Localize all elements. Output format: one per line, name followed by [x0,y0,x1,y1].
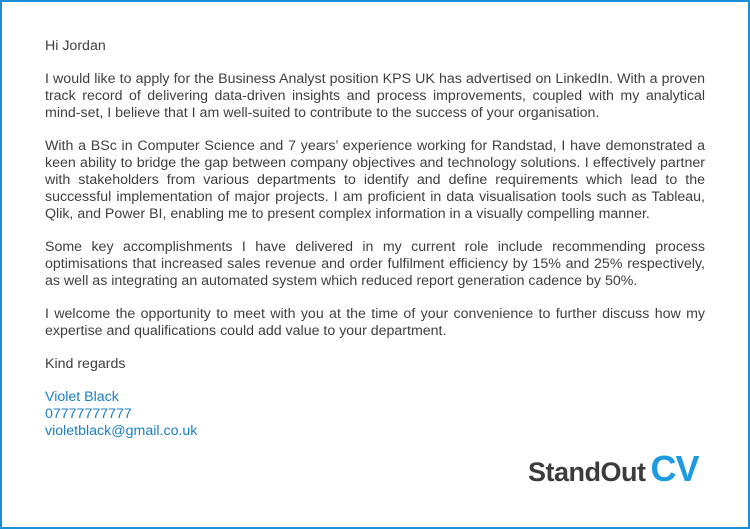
letter-greeting: Hi Jordan [45,38,106,54]
signature-name: Violet Black [45,389,119,405]
letter-paragraph-experience: With a BSc in Computer Science and 7 years’ experience working for Randstad, I have demonstrated a keen ability to bridge the gap between company objectives and technology solutions. I effectively partner with stakeholders from various departments to identify and define requirements which lead to the successful implementation of major projects. I am proficient in data visualisation tools such as Tableau, Qlik, and Power BI, enabling me to present complex information in a visually compelling manner. [45,138,705,222]
standout-cv-logo [528,448,699,488]
letter-paragraph-accomplishments: Some key accomplishments I have delivered in my current role include recommending process optimisations that increased sales revenue and order fulfilment efficiency by 15% and 25% respectively, as well as integrating an automated system which reduced report generation cadence by 50%. [45,239,705,289]
letter-paragraph-intro: I would like to apply for the Business Analyst position KPS UK has advertised on LinkedIn. With a proven track record of delivering data-driven insights and process improvements, coupled with my analytical mind-set, I believe that I am well-suited to contribute to the success of your organisation. [45,71,705,121]
signature-email: violetblack@gmail.co.uk [45,423,198,439]
letter-sign-off: Kind regards [45,356,126,372]
letter-paragraph-closing: I welcome the opportunity to meet with you at the time of your convenience to further discuss how my expertise and qualifications could add value to your department. [45,306,705,339]
logo-wordmark: StandOut [528,457,646,487]
cover-letter [45,38,705,440]
logo-accent: CV [650,448,699,489]
signature-phone: 07777777777 [45,406,132,422]
signature-block [45,389,705,440]
